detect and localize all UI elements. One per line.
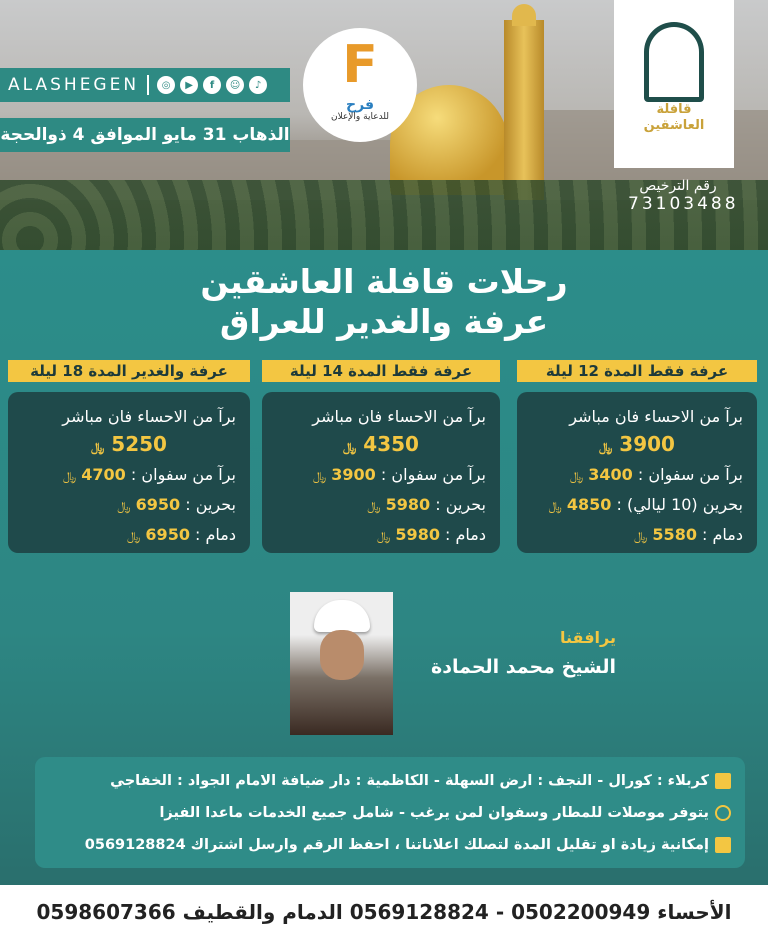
price-text: ﷼ (377, 529, 391, 543)
snapchat-icon[interactable]: ☺ (226, 76, 244, 94)
facebook-icon[interactable]: f (203, 76, 221, 94)
minaret (504, 20, 544, 200)
social-bar (0, 68, 290, 102)
price-text: ﷼ (548, 499, 562, 513)
sheikh-name: الشيخ محمد الحمادة (430, 656, 616, 678)
instagram-icon[interactable]: ◎ (157, 76, 175, 94)
contact-phones: الأحساء 0502200949 - 0569128824 الدمام والقطيف 0598607366 (36, 900, 732, 924)
price-text: 5980 (385, 495, 431, 514)
price-text: دمام : (702, 525, 743, 544)
direct-label: برآ من الاحساء فان مباشر (569, 407, 743, 426)
price-text: بحرين : (435, 495, 486, 514)
price-text: 6950 (145, 525, 190, 544)
license: رقم الترخيص 73103488 (628, 178, 739, 214)
price-text (22, 432, 236, 460)
price-text: دمام : (195, 525, 236, 544)
building-icon (715, 773, 731, 789)
package-card (262, 392, 500, 553)
price-text: 4850 (566, 495, 612, 514)
price-row (276, 490, 486, 520)
package-card (517, 392, 757, 553)
package-header: عرفة فقط المدة 14 ليلة (262, 360, 500, 382)
price-text: ﷼ (634, 529, 648, 543)
direct-label: برآ من الاحساء فان مباشر (312, 407, 486, 426)
price-text: ﷼ (599, 440, 613, 454)
calligraphy-mark-icon (644, 22, 704, 102)
price-text: بحرين (10 ليالي) : (616, 495, 743, 514)
title-line2: عرفة والغدير للعراق (219, 302, 549, 341)
price-text: 5580 (652, 525, 697, 544)
price-text: ﷼ (367, 499, 381, 513)
price-text: 3900 (331, 465, 376, 484)
tiktok-icon[interactable]: ♪ (249, 76, 267, 94)
price-text: برآ من سفوان : (130, 465, 236, 484)
price-text: ﷼ (312, 469, 327, 483)
price-text (276, 432, 486, 460)
direct-price: 3900 (619, 432, 675, 456)
price-text: بحرين : (185, 495, 236, 514)
price-text: برآ من سفوان : (637, 465, 743, 484)
price-text: 6950 (135, 495, 181, 514)
brand-handle: ALASHEGEN (8, 75, 140, 95)
price-row (22, 460, 236, 490)
title-line1: رحلات قافلة العاشقين (200, 262, 568, 301)
price-text: 4700 (81, 465, 126, 484)
info-box: كربلاء : كورال - النجف : ارض السهلة - الكاظمية : دار ضيافة الامام الجواد : الخفاجي يتوفر موصلات للمطار وسفوان لمن يرغب - شامل جميع الخدمات ماعدا الفيزا إمكانية زيادة او تقليل المدة لتصلك اعلاناتنا ، احفظ الرقم وارسل اشتراك 0569128824 (35, 757, 745, 868)
price-text: ﷼ (569, 469, 584, 483)
price-row (276, 520, 486, 550)
price-text: ﷼ (91, 440, 105, 454)
price-text: 3400 (588, 465, 633, 484)
package-card (8, 392, 250, 553)
price-row (531, 460, 743, 490)
price-row (531, 490, 743, 520)
price-row (22, 520, 236, 550)
caravan-logo: قافلة العاشقين (614, 0, 734, 168)
price-text: برآ من سفوان : (380, 465, 486, 484)
direct-label: برآ من الاحساء فان مباشر (62, 407, 236, 426)
package-header: عرفة والغدير المدة 18 ليلة (8, 360, 250, 382)
price-row (531, 520, 743, 550)
price-row (22, 490, 236, 520)
direct-price: 4350 (363, 432, 419, 456)
bus-icon (715, 805, 731, 821)
agency-logo: F فرح للدعاية والإعلان (303, 28, 417, 142)
departure-date: الذهاب 31 مايو الموافق 4 ذوالحجة (0, 118, 290, 152)
square-bullet-icon (715, 837, 731, 853)
price-text: ﷼ (343, 440, 357, 454)
youtube-icon[interactable]: ▶ (180, 76, 198, 94)
sheikh-photo (290, 592, 393, 735)
price-row (276, 460, 486, 490)
price-text: ﷼ (62, 469, 77, 483)
price-text (531, 432, 743, 460)
price-text: ﷼ (127, 529, 141, 543)
price-text: 5980 (395, 525, 440, 544)
price-text: دمام : (445, 525, 486, 544)
direct-price: 5250 (111, 432, 167, 456)
accompanied-by-label: يرافقنا (560, 628, 616, 647)
package-header: عرفة فقط المدة 12 ليلة (517, 360, 757, 382)
price-text: ﷼ (117, 499, 131, 513)
